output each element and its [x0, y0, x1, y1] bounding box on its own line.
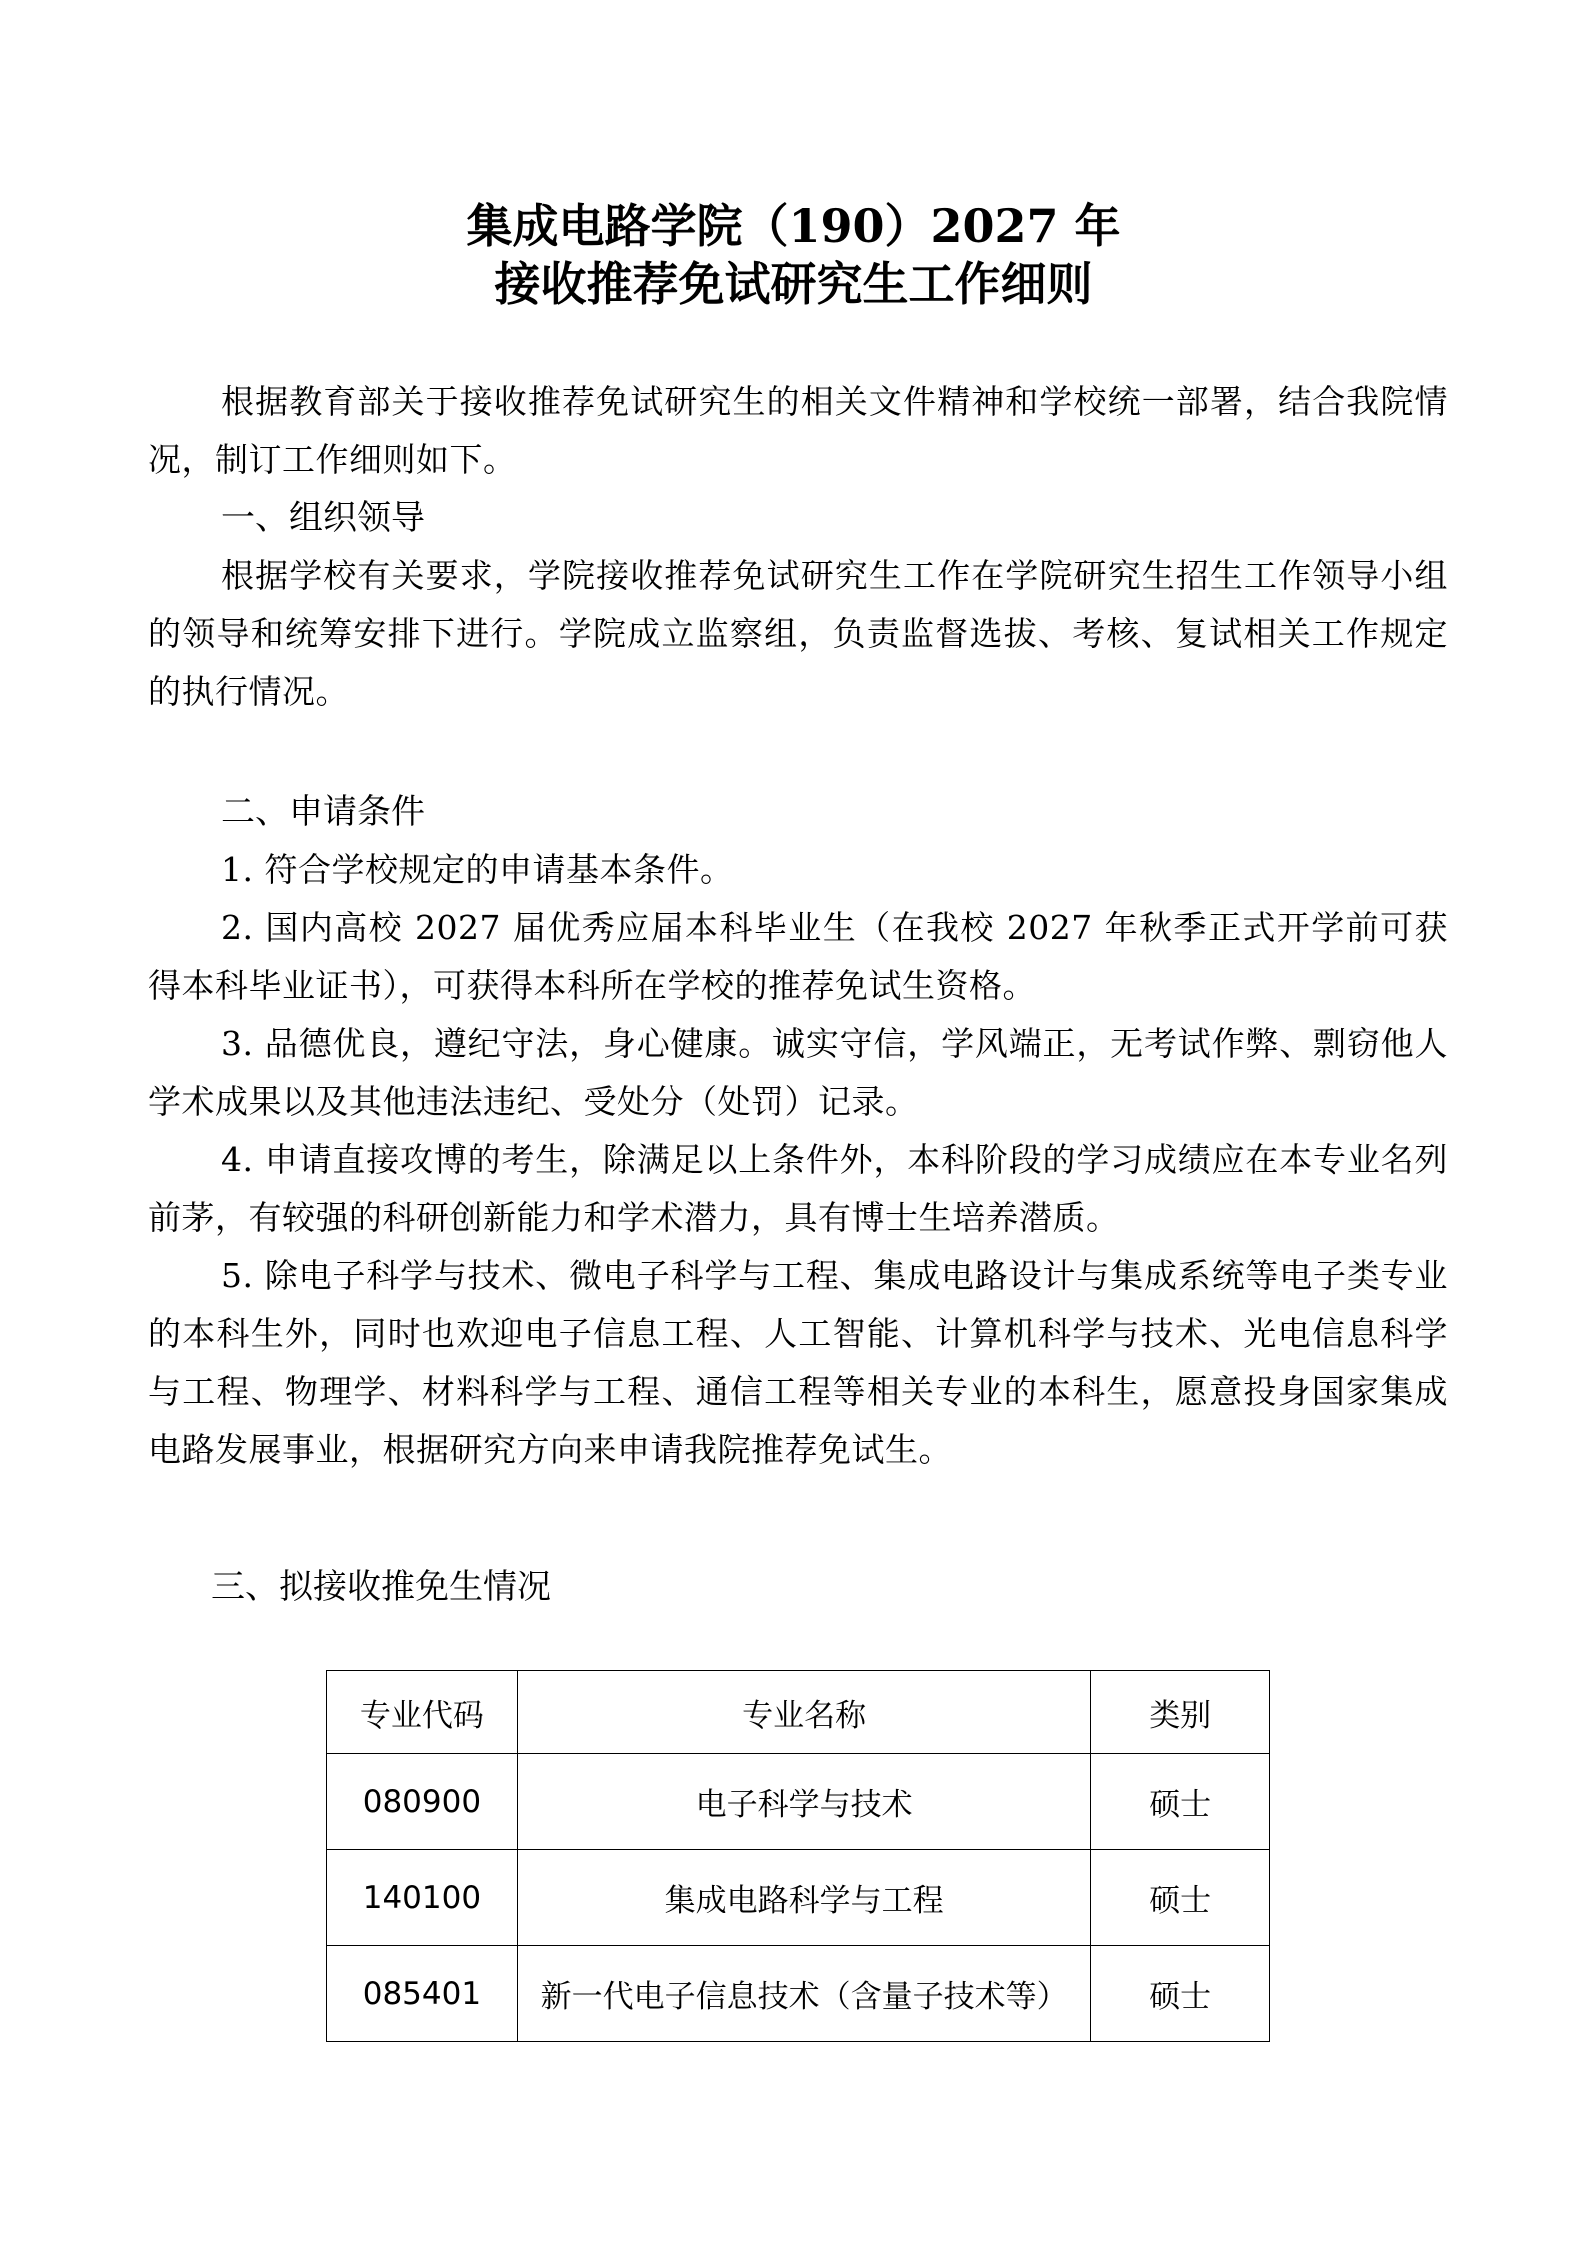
table-header-name: 专业名称	[517, 1671, 1091, 1754]
table-cell-code: 140100	[327, 1850, 518, 1946]
section1-heading: 一、组织领导	[221, 498, 425, 538]
table-cell-name: 电子科学与技术	[517, 1754, 1091, 1850]
section2-item-3: 3. 品德优良，遵纪守法，身心健康。诚实守信，学风端正，无考试作弊、剽窃他人学术成果以及其他违法违纪、受处分（处罚）记录。	[148, 1024, 1448, 1121]
table-cell-code: 080900	[327, 1754, 518, 1850]
section2-item-5: 5. 除电子科学与技术、微电子科学与工程、集成电路设计与集成系统等电子类专业的本科生外，同时也欢迎电子信息工程、人工智能、计算机科学与技术、光电信息科学与工程、物理学、材料科学与工程、通信工程等相关专业的本科生，愿意投身国家集成电路发展事业，根据研究方向来申请我院推荐免试生。	[148, 1256, 1448, 1469]
table-cell-code: 085401	[327, 1946, 518, 2042]
table-cell-type: 硕士	[1091, 1946, 1270, 2042]
section1-body: 根据学校有关要求，学院接收推荐免试研究生工作在学院研究生招生工作领导小组的领导和统筹安排下进行。学院成立监察组，负责监督选拔、考核、复试相关工作规定的执行情况。	[148, 556, 1448, 711]
table-row	[327, 1946, 1270, 2042]
table-cell-type: 硕士	[1091, 1850, 1270, 1946]
section3-heading: 三、拟接收推免生情况	[211, 1567, 551, 1607]
section2-item-1: 1. 符合学校规定的申请基本条件。	[221, 850, 734, 889]
section2-item-2: 2. 国内高校 2027 届优秀应届本科毕业生（在我校 2027 年秋季正式开学前可获得本科毕业证书），可获得本科所在学校的推荐免试生资格。	[148, 908, 1448, 1005]
section2-heading: 二、申请条件	[221, 792, 425, 832]
table-header-type: 类别	[1091, 1671, 1270, 1754]
intro-paragraph: 根据教育部关于接收推荐免试研究生的相关文件精神和学校统一部署，结合我院情况，制订工作细则如下。	[148, 382, 1448, 479]
majors-table	[326, 1670, 1270, 2042]
table-cell-name: 集成电路科学与工程	[517, 1850, 1091, 1946]
table-header-row	[327, 1671, 1270, 1754]
table-cell-type: 硕士	[1091, 1754, 1270, 1850]
table-header-code: 专业代码	[327, 1671, 518, 1754]
document-title-line1: 集成电路学院（190）2027 年	[466, 199, 1121, 253]
table-cell-name: 新一代电子信息技术（含量子技术等）	[517, 1946, 1091, 2042]
table-row	[327, 1850, 1270, 1946]
table-row	[327, 1754, 1270, 1850]
document-title-line2: 接收推荐免试研究生工作细则	[494, 257, 1093, 311]
section2-item-4: 4. 申请直接攻博的考生，除满足以上条件外，本科阶段的学习成绩应在本专业名列前茅，有较强的科研创新能力和学术潜力，具有博士生培养潜质。	[148, 1140, 1448, 1237]
